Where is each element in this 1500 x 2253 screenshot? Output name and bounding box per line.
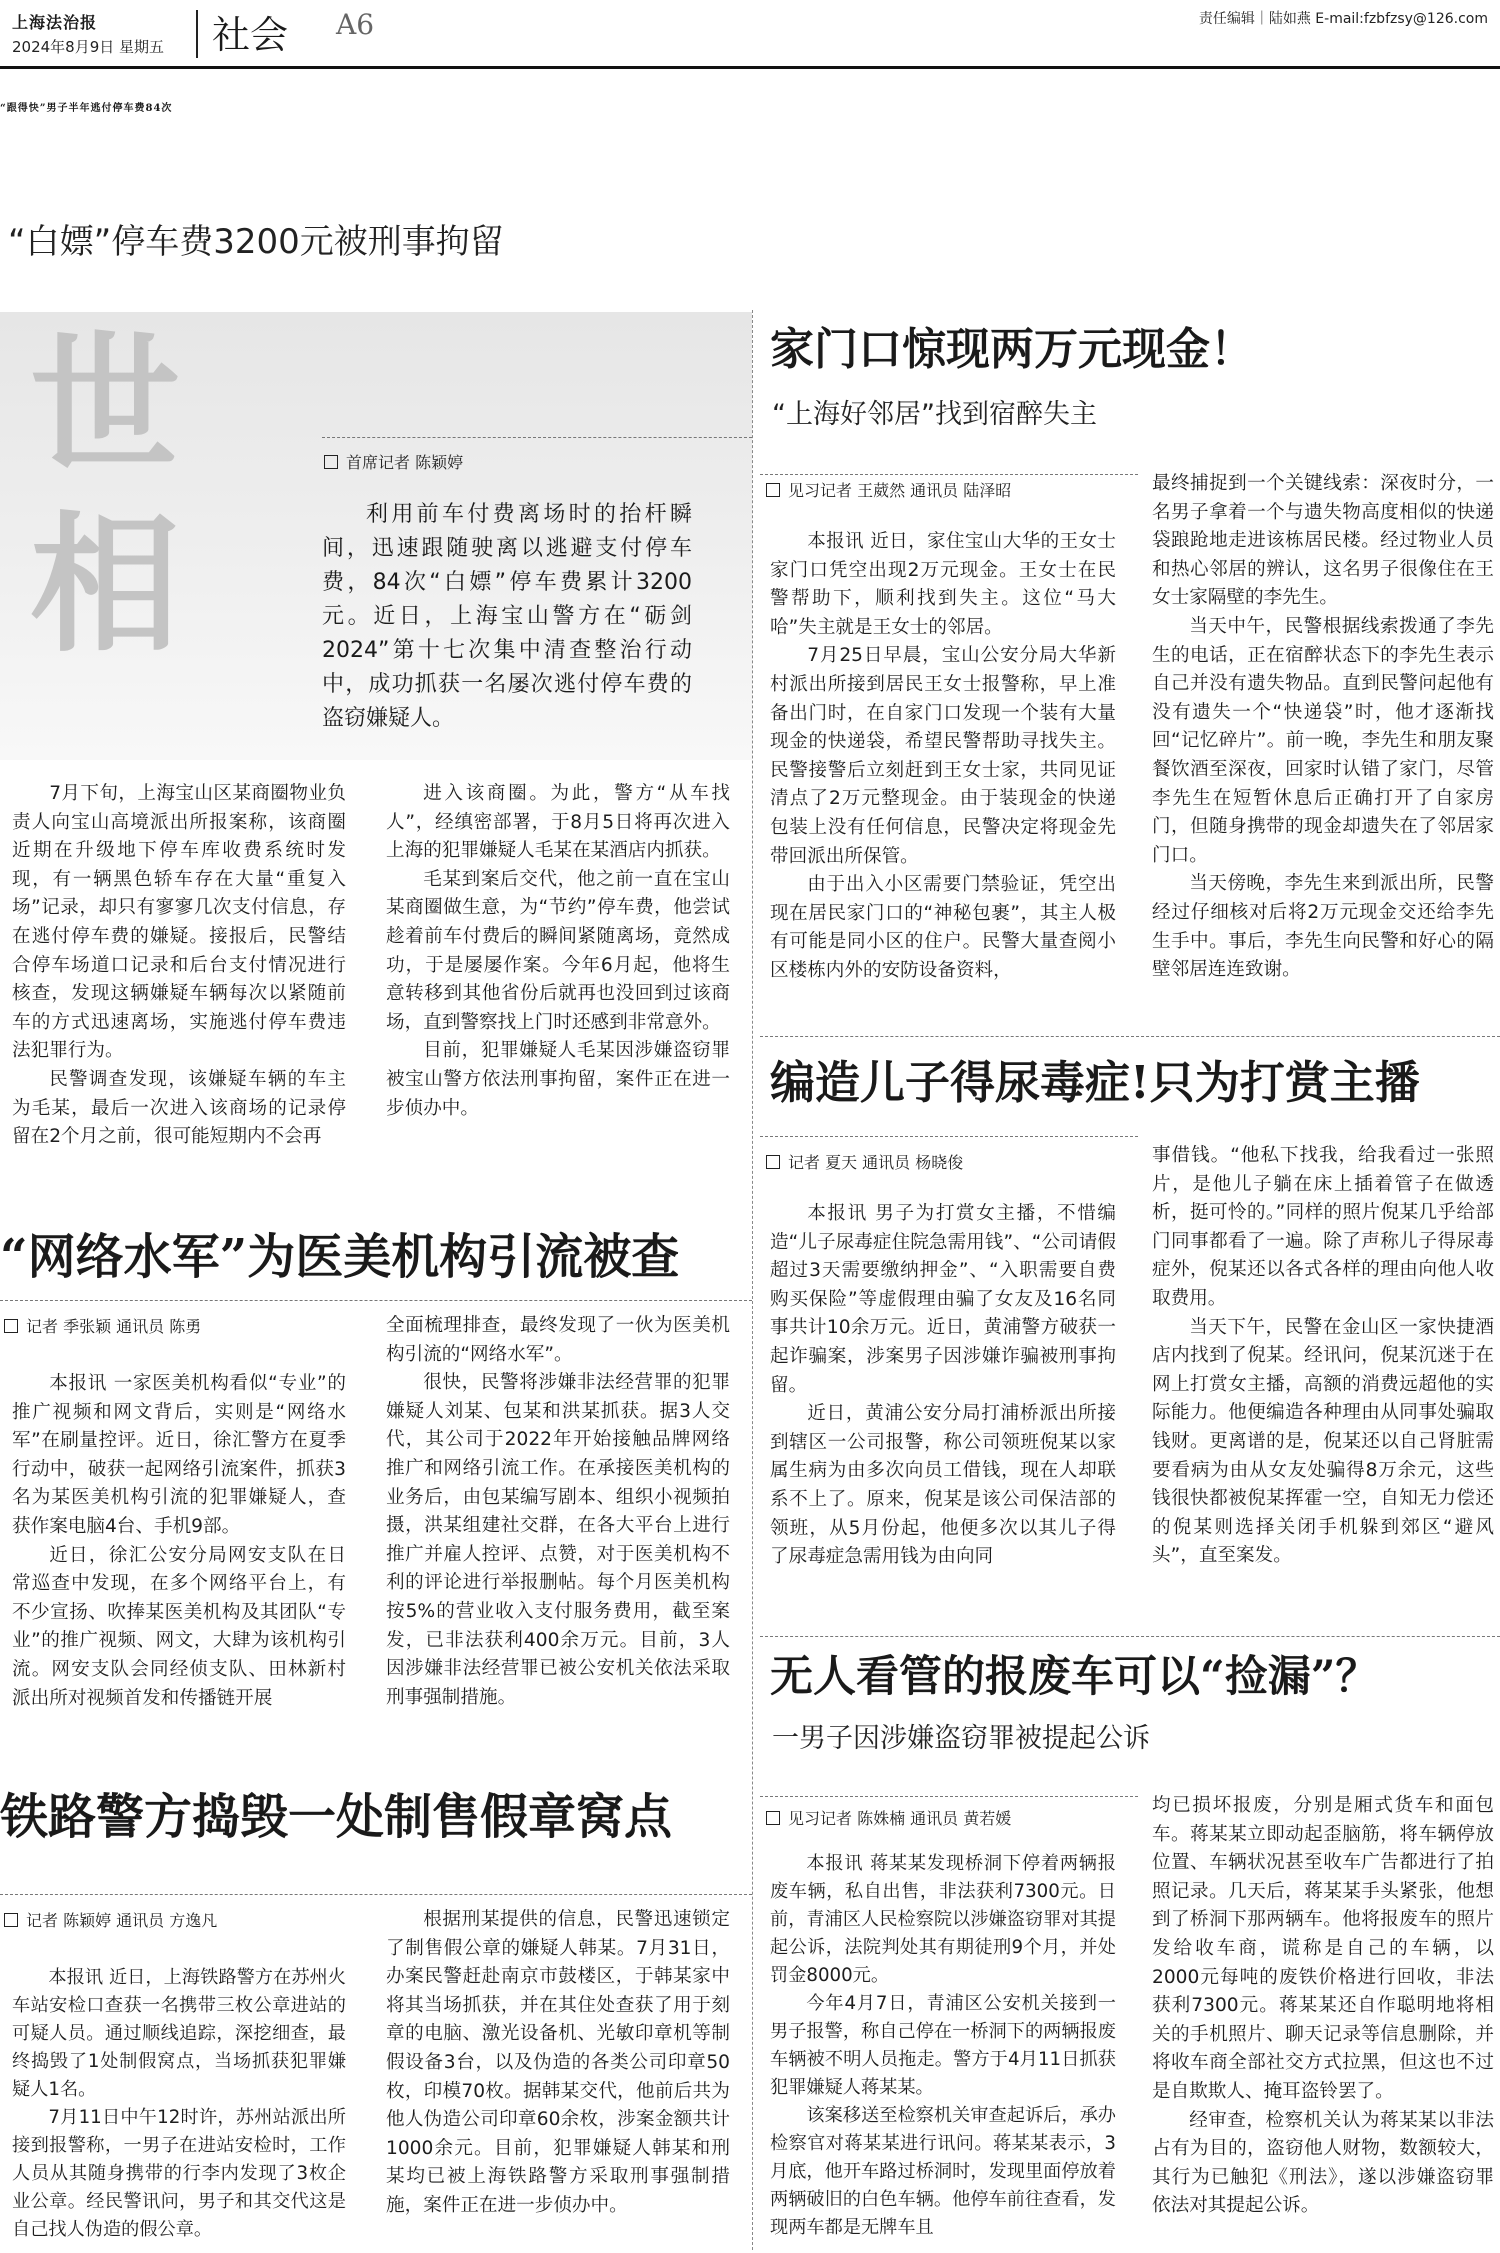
- cash-byline: 见习记者 王葳然 通讯员 陆泽昭: [766, 478, 1011, 501]
- shuijun-byline: 记者 季张颖 通讯员 陈勇: [4, 1314, 201, 1337]
- byline-marker-icon: [766, 1155, 780, 1169]
- page-number: A6: [336, 8, 375, 41]
- scrap-top-rule: [760, 1636, 1500, 1637]
- railway-body-col1: 本报讯 近日，上海铁路警方在苏州火车站安检口查获一名携带三枚公章进站的可疑人员。通过顺线追踪，深挖细查，最终捣毁了1处制假窝点，当场抓获犯罪嫌疑人1名。 7月11日中午12时许，苏州站派出所接到报警称，一男子在进站安检时，工作人员从其随身携带的行李内发现了3枚企业公章。经民警讯问，男子和其交代这是自己找人伪造的假公章。: [12, 1967, 346, 2240]
- scrap-subheadline: 一男子因涉嫌盗窃罪被提起公诉: [772, 1723, 1150, 1754]
- dashang-top-rule: [760, 1036, 1500, 1037]
- scrap-body-col1: 本报讯 蒋某某发现桥洞下停着两辆报废车辆，私自出售，非法获利7300元。日前，青浦区人民检察院以涉嫌盗窃罪对其提起公诉，法院判处其有期徒刑9个月，并处罚金8000元。 今年4月7日，青浦区公安机关接到一男子报警，称自己停在一桥洞下的两辆报废车辆被不明人员拖走。警方于4月11日抓获犯罪嫌疑人蒋某某。 该案移送至检察机关审查起诉后，承办检察官对蒋某某进行讯问。蒋某某表示，3月底，他开车路过桥洞时，发现里面停放着两辆破旧的白色车辆。他停车前往查看，发现两车都是无牌车且: [770, 1853, 1116, 2238]
- editor-credit: 责任编辑｜陆如燕 E-mail:fzbfzsy@126.com: [1198, 11, 1488, 27]
- masthead-rule: [0, 66, 1500, 69]
- cash-byline-rule: [760, 474, 1138, 475]
- feature-body-col1: 7月下旬，上海宝山区某商圈物业负责人向宝山高境派出所报案称，该商圈近期在升级地下停车库收费系统时发现，有一辆黑色轿车存在大量“重复入场”记录，却只有寥寥几次支付信息，存在逃付停车费的嫌疑。接报后，民警结合停车场道口记录和后台支付情况进行核查，发现这辆嫌疑车辆每次以紧随前车的方式迅速离场，实施逃付停车费违法犯罪行为。 民警调查发现，该嫌疑车辆的车主为毛某，最后一次进入该商场的记录停留在2个月之前，很可能短期内不会再: [12, 783, 346, 1148]
- column-divider: [752, 310, 754, 2250]
- dashang-body-col1: 本报讯 男子为打赏女主播，不惜编造“儿子尿毒症住院急需用钱”、“公司请假超过3天需要缴纳押金”、“入职需要自费购买保险”等虚假理由骗了女友及16名同事共计10余万元。近日，黄浦警方破获一起诈骗案，涉案男子因涉嫌诈骗被刑事拘留。 近日，黄浦公安分局打浦桥派出所接到辖区一公司报警，称公司领班倪某以家属生病为由多次向员工借钱，现在人却联系不上了。原来，倪某是该公司保洁部的领班，从5月份起，他便多次以其儿子得了尿毒症急需用钱为由向同: [770, 1203, 1116, 1568]
- cash-body-col1: 本报讯 近日，家住宝山大华的王女士家门口凭空出现2万元现金。王女士在民警帮助下，顺利找到失主。这位“马大哈”失主就是王女士的邻居。 7月25日早晨，宝山公安分局大华新村派出所接到居民王女士报警称，早上准备出门时，在自家门口发现一个装有大量现金的快递袋，希望民警帮助寻找失主。民警接警后立刻赶到王女士家，共同见证清点了2万元整现金。由于装现金的快递包装上没有任何信息，民警决定将现金先带回派出所保管。 由于出入小区需要门禁验证，凭空出现在居民家门口的“神秘包裹”，其主人极有可能是同小区的住户。民警大量查阅小区楼栋内外的安防设备资料，: [770, 531, 1116, 981]
- dashang-byline: 记者 夏天 通讯员 杨晓俊: [766, 1150, 963, 1173]
- issue-date: 2024年8月9日 星期五: [12, 38, 165, 56]
- byline-marker-icon: [766, 1811, 780, 1825]
- shuijun-body-col2: 全面梳理排查，最终发现了一伙为医美机构引流的“网络水军”。 很快，民警将涉嫌非法经营罪的犯罪嫌疑人刘某、包某和洪某抓获。据3人交代，其公司于2022年开始接触品牌网络推广和网络引流工作。在承接医美机构的业务后，由包某编写剧本、组织小视频拍摄，洪某组建社交群，在各大平台上进行推广并雇人控评、点赞，对于医美机构不利的评论进行举报删帖。每个月医美机构按5%的营业收入支付服务费用，截至案发，已非法获利400余万元。目前，3人因涉嫌非法经营罪已被公安机关依法采取刑事强制措施。: [386, 1315, 730, 1708]
- shuijun-body-col1: 本报讯 一家医美机构看似“专业”的推广视频和网文背后，实则是“网络水军”在刷量控评。近日，徐汇警方在夏季行动中，破获一起网络引流案件，抓获3名为某医美机构引流的犯罪嫌疑人，查获作案电脑4台、手机9部。 近日，徐汇公安分局网安支队在日常巡查中发现，在多个网络平台上，有不少宣扬、吹捧某医美机构及其团队“专业”的推广视频、网文，大肆为该机构引流。网安支队会同经侦支队、田林新村派出所对视频首发和传播链开展: [12, 1373, 346, 1709]
- dashang-body-col2: 事借钱。“他私下找我，给我看过一张照片，是他儿子躺在床上插着管子在做透析，挺可怜的。”同样的照片倪某几乎给部门同事都看了一遍。除了声称儿子得尿毒症外，倪某还以各式各样的理由向他人收取费用。 当天下午，民警在金山区一家快捷酒店内找到了倪某。经讯问，倪某沉迷于在网上打赏女主播，高额的消费远超他的实际能力。他便编造各种理由从同事处骗取钱财。更离谱的是，倪某还以自己肾脏需要看病为由从女友处骗得8万余元，这些钱很快都被倪某挥霍一空，自知无力偿还的倪某则选择关闭手机躲到郊区“避风头”，直至案发。: [1152, 1145, 1494, 1567]
- feature-column-label: [30, 317, 210, 673]
- byline-marker-icon: [766, 483, 780, 497]
- scrap-body-col2: 均已损坏报废，分别是厢式货车和面包车。蒋某某立即动起歪脑筋，将车辆停放位置、车辆状况甚至收车广告都进行了拍照记录。几天后，蒋某某手头紧张，他想到了桥洞下那两辆车。他将报废车的照片发给收车商，谎称是自己的车辆，以2000元每吨的废铁价格进行回收，非法获利7300元。蒋某某还自作聪明地将相关的手机照片、聊天记录等信息删除，并将收车商全部社交方式拉黑，但这也不过是自欺欺人、掩耳盗铃罢了。 经审查，检察机关认为蒋某某以非法占有为目的，盗窃他人财物，数额较大，其行为已触犯《刑法》，遂以涉嫌盗窃罪依法对其提起公诉。: [1152, 1795, 1494, 2217]
- main-subheadline: “白嫖”停车费3200元被刑事拘留: [8, 222, 504, 262]
- byline-marker-icon: [4, 1319, 18, 1333]
- feature-column-glyph: 相: [30, 497, 181, 673]
- byline-marker-icon: [4, 1913, 18, 1927]
- dashang-byline-rule: [760, 1136, 1138, 1137]
- scrap-byline: 见习记者 陈姝楠 通讯员 黄若媛: [766, 1806, 1011, 1829]
- feature-lead: 利用前车付费离场时的抬杆瞬间，迅速跟随驶离以逃避支付停车费，84次“白嫖”停车费累计3200元。近日，上海宝山警方在“砺剑2024”第十七次集中清查整治行动中，成功抓获一名屡次逃付停车费的盗窃嫌疑人。: [322, 502, 692, 731]
- scrap-headline: 无人看管的报废车可以“捡漏”？: [770, 1652, 1379, 1702]
- feature-column-glyph: 世: [30, 317, 181, 493]
- railway-headline: 铁路警方捣毁一处制售假章窝点: [0, 1789, 673, 1845]
- shuijun-headline: “网络水军”为医美机构引流被查: [0, 1229, 680, 1285]
- dashang-headline: 编造儿子得尿毒症!只为打赏主播: [770, 1056, 1420, 1109]
- masthead-divider: [196, 10, 198, 58]
- main-headline: “跟得快”男子半年逃付停车费84次: [0, 103, 173, 114]
- shuijun-byline-rule: [0, 1300, 752, 1301]
- railway-body-col2: 根据刑某提供的信息，民警迅速锁定了制售假公章的嫌疑人韩某。7月31日，办案民警赶赴南京市鼓楼区，于韩某家中将其当场抓获，并在其住处查获了用于刻章的电脑、激光设备机、光敏印章机等制假设备3台，以及伪造的各类公司印章50枚，印模70枚。据韩某交代，他前后共为他人伪造公司印章60余枚，涉案金额共计1000余元。目前，犯罪嫌疑人韩某和刑某均已被上海铁路警方采取刑事强制措施，案件正在进一步侦办中。: [386, 1909, 730, 2216]
- railway-byline: 记者 陈颖婷 通讯员 方逸凡: [4, 1908, 217, 1931]
- cash-headline: 家门口惊现两万元现金！: [770, 324, 1254, 375]
- cash-subheadline: “上海好邻居”找到宿醉失主: [772, 399, 1097, 430]
- newspaper-logo: 上海法治报: [12, 13, 98, 32]
- feature-body-col2: 进入该商圈。为此，警方“从车找人”，经缜密部署，于8月5日将再次进入上海的犯罪嫌疑人毛某在某酒店内抓获。 毛某到案后交代，他之前一直在宝山某商圈做生意，为“节约”停车费，他尝试趁着前车付费后的瞬间紧随离场，竟然成功，于是屡屡作案。今年6月起，他将生意转移到其他省份后就再也没回到过该商场，直到警察找上门时还感到非常意外。 目前，犯罪嫌疑人毛某因涉嫌盗窃罪被宝山警方依法刑事拘留，案件正在进一步侦办中。: [386, 783, 730, 1119]
- cash-body-col2: 最终捕捉到一个关键线索：深夜时分，一名男子拿着一个与遗失物高度相似的快递袋踉跄地走进该栋居民楼。经过物业人员和热心邻居的辨认，这名男子很像住在王女士家隔壁的李先生。 当天中午，民警根据线索拨通了李先生的电话，正在宿醉状态下的李先生表示自己并没有遗失物品。直到民警问起他有没有遗失一个“快递袋”时，他才逐渐找回“记忆碎片”。前一晚，李先生和朋友聚餐饮酒至深夜，回家时认错了家门，尽管李先生在短暂休息后正确打开了自家房门，但随身携带的现金却遗失在了邻居家门口。 当天傍晚，李先生来到派出所，民警经过仔细核对后将2万元现金交还给李先生手中。事后，李先生向民警和好心的隔壁邻居连连致谢。: [1152, 473, 1494, 981]
- feature-byline-rule: [322, 437, 752, 438]
- feature-byline: 首席记者 陈颖婷: [324, 450, 463, 473]
- scrap-byline-rule: [760, 1796, 1138, 1797]
- byline-marker-icon: [324, 455, 338, 469]
- railway-byline-rule: [0, 1894, 752, 1895]
- section-name: 社会: [212, 13, 289, 57]
